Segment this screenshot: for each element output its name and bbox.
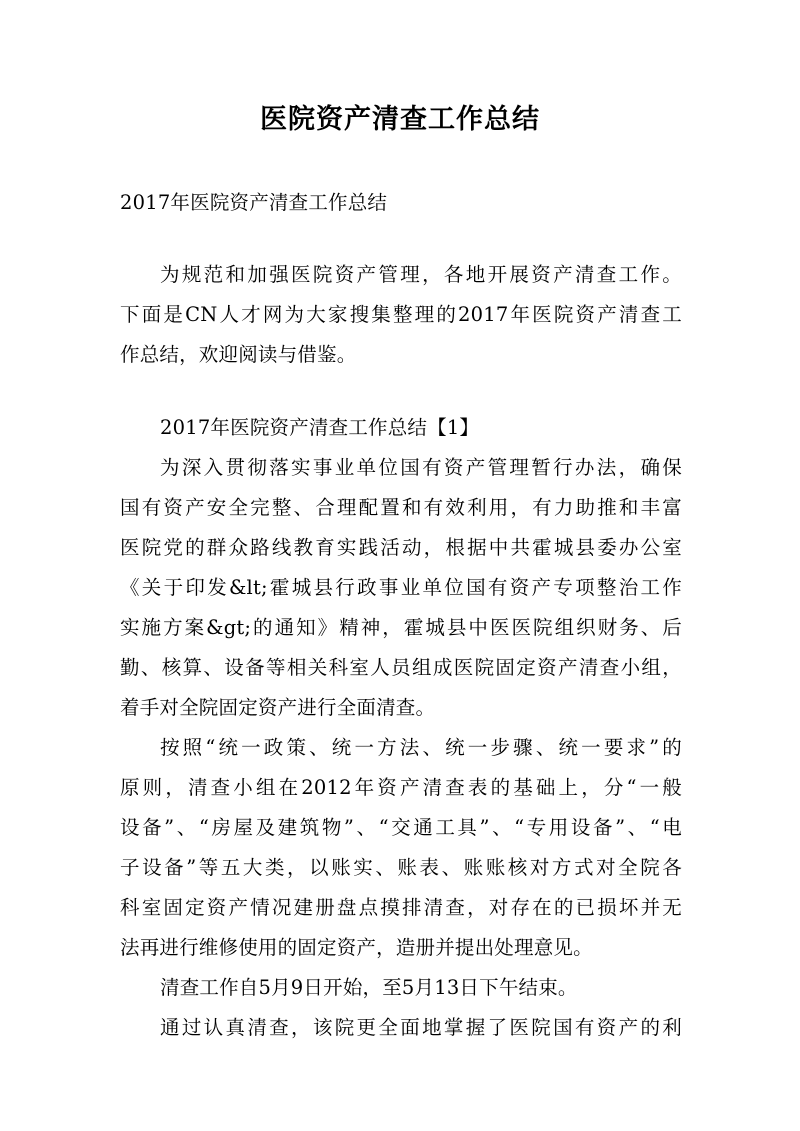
document-subtitle: 2017年医院资产清查工作总结 [120,191,388,214]
paragraph3-line: 清查工作自5月9日开始，至5月13日下午结束。 [160,976,578,999]
paragraph1-line-1: 为深入贯彻落实事业单位国有资产管理暂行办法，确保 [160,456,682,479]
paragraph2-line-3: 设备”、“房屋及建筑物”、“交通工具”、“专用设备”、“电 [120,816,682,839]
paragraph2-line-6: 法再进行维修使用的固定资产，造册并提出处理意见。 [120,936,593,959]
paragraph1-line-7: 着手对全院固定资产进行全面清查。 [120,696,436,719]
paragraph4-line: 通过认真清查，该院更全面地掌握了医院国有资产的利 [160,1016,682,1039]
paragraph2-line-1: 按照“统一政策、统一方法、统一步骤、统一要求”的 [160,736,682,759]
intro-line-3: 作总结，欢迎阅读与借鉴。 [120,343,357,366]
section-heading: 2017年医院资产清查工作总结【1】 [160,416,480,439]
document-title: 医院资产清查工作总结 [260,104,540,135]
paragraph2-line-2: 原则，清查小组在2012年资产清查表的基础上，分“一般 [120,776,682,799]
paragraph1-line-3: 医院党的群众路线教育实践活动，根据中共霍城县委办公室 [120,536,682,559]
intro-line-2: 下面是CN人才网为大家搜集整理的2017年医院资产清查工 [120,303,682,326]
paragraph1-line-6: 勤、核算、设备等相关科室人员组成医院固定资产清查小组， [120,656,682,679]
paragraph1-line-2: 国有资产安全完整、合理配置和有效利用，有力助推和丰富 [120,496,682,519]
paragraph2-line-4: 子设备”等五大类，以账实、账表、账账核对方式对全院各 [120,856,682,879]
intro-line-1: 为规范和加强医院资产管理，各地开展资产清查工作。 [160,263,682,286]
paragraph1-line-5: 实施方案&gt;的通知》精神，霍城县中医医院组织财务、后 [120,616,682,639]
paragraph1-line-4: 《关于印发&lt;霍城县行政事业单位国有资产专项整治工作 [120,576,682,599]
paragraph2-line-5: 科室固定资产情况建册盘点摸排清查，对存在的已损坏并无 [120,896,682,919]
